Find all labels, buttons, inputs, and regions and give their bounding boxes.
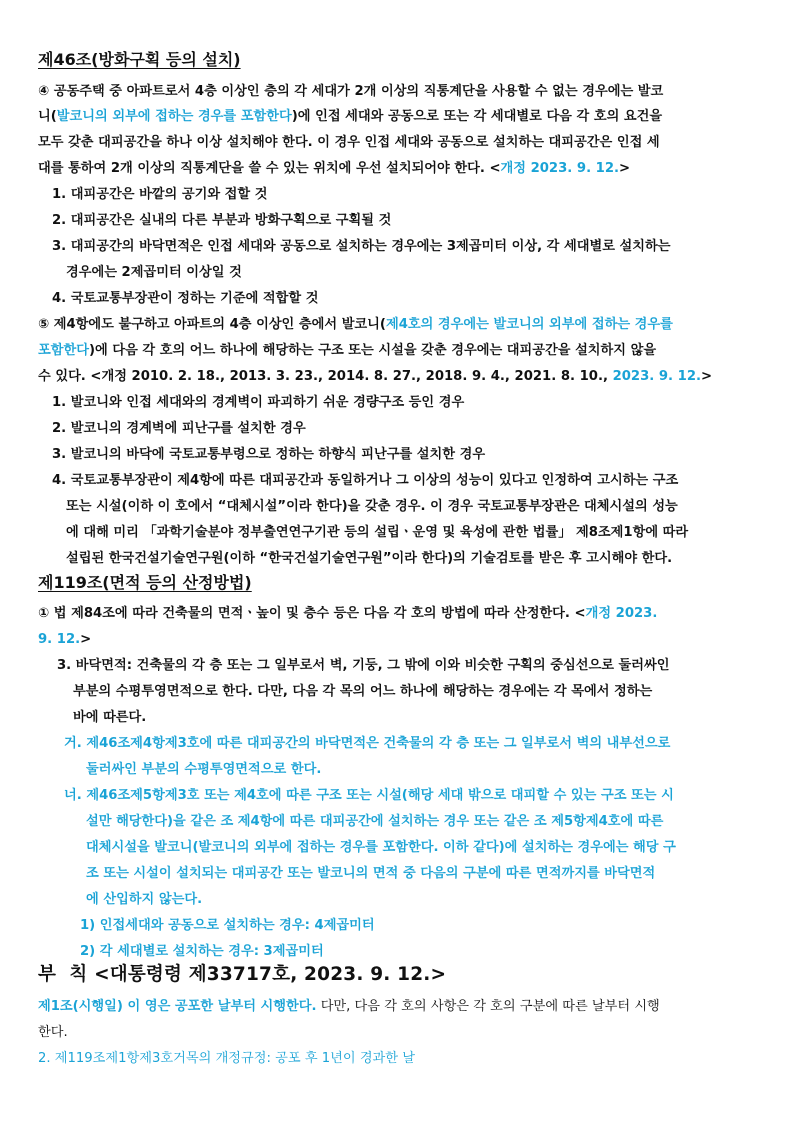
art46-p5-item4-cont2: 에 대해 미리 「과학기술분야 정부출연연구기관 등의 설립ㆍ운영 및 육성에 관한 법률」 제8조제1항에 따라: [66, 525, 689, 540]
art46-p5-item4-cont1: 또는 시설(이하 이 호에서 “대체시설”이라 한다)을 갖춘 경우. 이 경우 국토교통부장관은 대체시설의 성능: [66, 499, 678, 514]
text-segment: >: [701, 369, 713, 384]
article-119-title: 제119조(면적 등의 산정방법): [38, 573, 252, 592]
amendment-date: 9. 12.: [38, 632, 81, 647]
amended-text: 제4호의 경우에는 발코니의 외부에 접하는 경우를: [385, 317, 673, 332]
art119-neo-line5: 에 산입하지 않는다.: [86, 892, 203, 907]
art119-item3-line2: 부분의 수평투영면적으로 한다. 다만, 다음 각 목의 어느 하나에 해당하는 경우에는 각 목에서 정하는: [73, 684, 653, 699]
art46-p5-item3: 3. 발코니의 바닥에 국토교통부령으로 정하는 하향식 피난구를 설치한 경우: [52, 447, 486, 462]
article-1-enforcement: 제1조(시행일) 이 영은 공포한 날부터 시행한다.: [38, 999, 317, 1014]
art119-geo-line1: 거. 제46조제4항제3호에 따른 대피공간의 바닥면적은 건축물의 각 층 또는 그 일부로서 벽의 내부선으로: [64, 736, 671, 751]
addenda-line1: [38, 997, 660, 1016]
art46-p4-line1: ④ 공동주택 중 아파트로서 4층 이상인 층의 각 세대가 2개 이상의 직통계단을 사용할 수 없는 경우에는 발코: [38, 84, 664, 99]
amendment-date: 개정 2023. 9. 12.: [500, 161, 620, 176]
art46-p4-line2: [38, 107, 662, 126]
art46-p5-line3: [38, 367, 712, 386]
art119-neo-line3: 대체시설을 발코니(발코니의 외부에 접하는 경우를 포함한다. 이하 같다)에 설치하는 경우에는 해당 구: [86, 840, 676, 855]
art119-neo-line2: 설만 해당한다)을 같은 조 제4항에 따른 대피공간에 설치하는 경우 또는 같은 조 제5항제4호에 따른: [86, 814, 664, 829]
art119-item3-line1: 3. 바닥면적: 건축물의 각 층 또는 그 일부로서 벽, 기둥, 그 밖에 이와 비슷한 구획의 중심선으로 둘러싸인: [57, 658, 670, 673]
art46-p4-item2: 2. 대피공간은 실내의 다른 부분과 방화구획으로 구획될 것: [52, 213, 392, 228]
addenda-line2: 한다.: [38, 1025, 68, 1040]
art46-p4-item1: 1. 대피공간은 바깥의 공기와 접할 것: [52, 187, 268, 202]
art119-sub1: 1) 인접세대와 공동으로 설치하는 경우: 4제곱미터: [80, 918, 375, 933]
addenda-title: 부 칙 <대통령령 제33717호, 2023. 9. 12.>: [38, 964, 447, 985]
text-segment: 다만, 다음 각 호의 사항은 각 호의 구분에 따른 날부터 시행: [316, 999, 660, 1014]
art46-p5-item4-cont3: 설립된 한국건설기술연구원(이하 “한국건설기술연구원”이라 한다)의 기술검토를 받은 후 고시해야 한다.: [66, 551, 673, 566]
article-46-title: 제46조(방화구획 등의 설치): [38, 50, 241, 69]
amendment-date: 2023. 9. 12.: [612, 369, 702, 384]
art46-p4-line4: [38, 159, 630, 178]
addenda-line3: 2. 제119조제1항제3호거목의 개정규정: 공포 후 1년이 경과한 날: [38, 1051, 415, 1066]
art46-p5-line1: [38, 315, 673, 334]
art46-p4-item4: 4. 국토교통부장관이 정하는 기준에 적합할 것: [52, 291, 319, 306]
art119-sub2: 2) 각 세대별로 설치하는 경우: 3제곱미터: [80, 944, 324, 959]
art46-p5-item1: 1. 발코니와 인접 세대와의 경계벽이 파괴하기 쉬운 경량구조 등인 경우: [52, 395, 465, 410]
art46-p4-item3-cont: 경우에는 2제곱미터 이상일 것: [66, 265, 242, 280]
text-segment: 수 있다. <개정 2010. 2. 18., 2013. 3. 23., 2014. 8. 27., 2018. 9. 4., 2021. 8. 10.,: [38, 369, 613, 384]
art46-p5-item4: 4. 국토교통부장관이 제4항에 따른 대피공간과 동일하거나 그 이상의 성능이 있다고 인정하여 고시하는 구조: [52, 473, 679, 488]
art46-p4-item3: 3. 대피공간의 바닥면적은 인접 세대와 공동으로 설치하는 경우에는 3제곱미터 이상, 각 세대별로 설치하는: [52, 239, 671, 254]
art119-p1-line2: [38, 630, 91, 649]
art119-neo-line1: 너. 제46조제5항제3호 또는 제4호에 따른 구조 또는 시설(해당 세대 밖으로 대피할 수 있는 구조 또는 시: [64, 788, 674, 803]
art46-p4-line3: 모두 갖춘 대피공간을 하나 이상 설치해야 한다. 이 경우 인접 세대와 공동으로 설치하는 대피공간은 인접 세: [38, 135, 660, 150]
text-segment: 니(: [38, 109, 57, 124]
art46-p5-item2: 2. 발코니의 경계벽에 피난구를 설치한 경우: [52, 421, 306, 436]
art119-item3-line3: 바에 따른다.: [73, 710, 147, 725]
art46-p5-line2: [38, 341, 656, 360]
amendment-date: 개정 2023.: [585, 606, 658, 621]
art119-neo-line4: 조 또는 시설이 설치되는 대피공간 또는 발코니의 면적 중 다음의 구분에 따른 면적까지를 바닥면적: [86, 866, 656, 881]
art119-p1-line1: [38, 604, 657, 623]
amended-text: 발코니의 외부에 접하는 경우를 포함한다: [56, 109, 292, 124]
art119-geo-line2: 둘러싸인 부분의 수평투영면적으로 한다.: [86, 762, 322, 777]
text-segment: )에 다음 각 호의 어느 하나에 해당하는 구조 또는 시설을 갖춘 경우에는 대피공간을 설치하지 않을: [88, 343, 657, 358]
text-segment: >: [80, 632, 92, 647]
text-segment: 대를 통하여 2개 이상의 직통계단을 쓸 수 있는 위치에 우선 설치되어야 한다. <: [38, 161, 501, 176]
text-segment: )에 인접 세대와 공동으로 또는 각 세대별로 다음 각 호의 요건을: [291, 109, 663, 124]
text-segment: ⑤ 제4항에도 불구하고 아파트의 4층 이상인 층에서 발코니(: [38, 317, 386, 332]
amended-text: 포함한다: [38, 343, 89, 358]
text-segment: >: [619, 161, 631, 176]
text-segment: ① 법 제84조에 따라 건축물의 면적ㆍ높이 및 층수 등은 다음 각 호의 방법에 따라 산정한다. <: [38, 606, 586, 621]
